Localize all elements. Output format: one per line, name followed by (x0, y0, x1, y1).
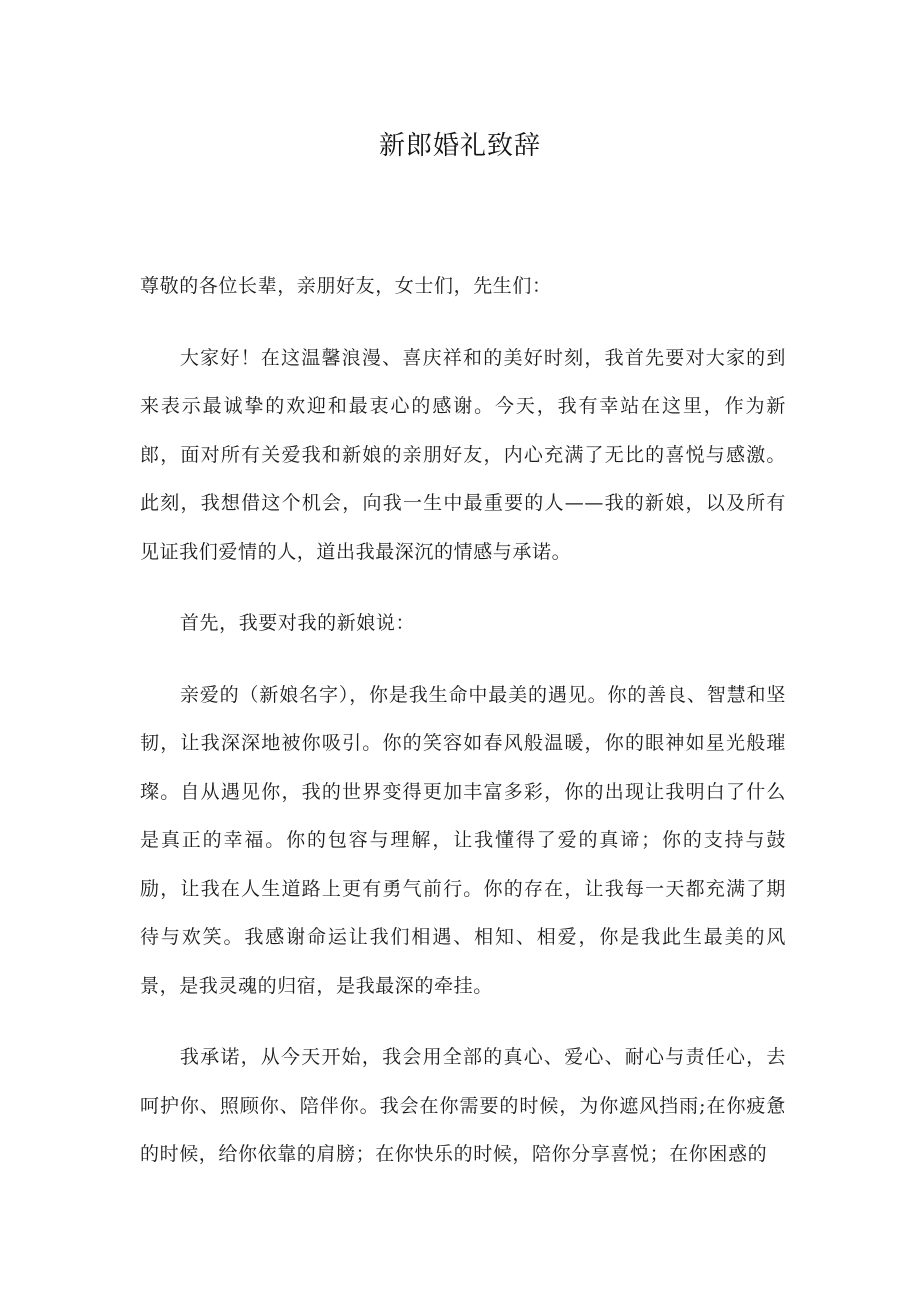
speech-body (140, 262, 786, 1179)
document-title: 新郎婚礼致辞 (378, 131, 541, 161)
paragraph-to-bride: 亲爱的（新娘名字），你是我生命中最美的遇见。你的善良、智慧和坚韧，让我深深地被你吸引。你的笑容如春风般温暖，你的眼神如星光般璀璨。自从遇见你，我的世界变得更加丰富多彩，你的出现让我明白了什么是真正的幸福。你的包容与理解，让我懂得了爱的真谛；你的支持与鼓励，让我在人生道路上更有勇气前行。你的存在，让我每一天都充满了期待与欢笑。我感谢命运让我们相遇、相知、相爱，你是我此生最美的风景，是我灵魂的归宿，是我最深的牵挂。 (140, 683, 786, 997)
paragraph-greeting: 大家好！在这温馨浪漫、喜庆祥和的美好时刻，我首先要对大家的到来表示最诚挚的欢迎和最衷心的感谢。今天，我有幸站在这里，作为新郎，面对所有关爱我和新娘的亲朋好友，内心充满了无比的喜悦与感激。此刻，我想借这个机会，向我一生中最重要的人——我的新娘，以及所有见证我们爱情的人，道出我最深沉的情感与承诺。 (140, 346, 786, 563)
paragraph-to-bride-intro: 首先，我要对我的新娘说： (179, 612, 416, 634)
salutation: 尊敬的各位长辈，亲朋好友，女士们，先生们： (140, 275, 552, 297)
paragraph-promise: 我承诺，从今天开始，我会用全部的真心、爱心、耐心与责任心，去呵护你、照顾你、陪伴你。我会在你需要的时候，为你遮风挡雨;在你疲惫的时候，给你依靠的肩膀；在你快乐的时候，陪你分享喜悦；在你困惑的 (140, 1046, 786, 1165)
